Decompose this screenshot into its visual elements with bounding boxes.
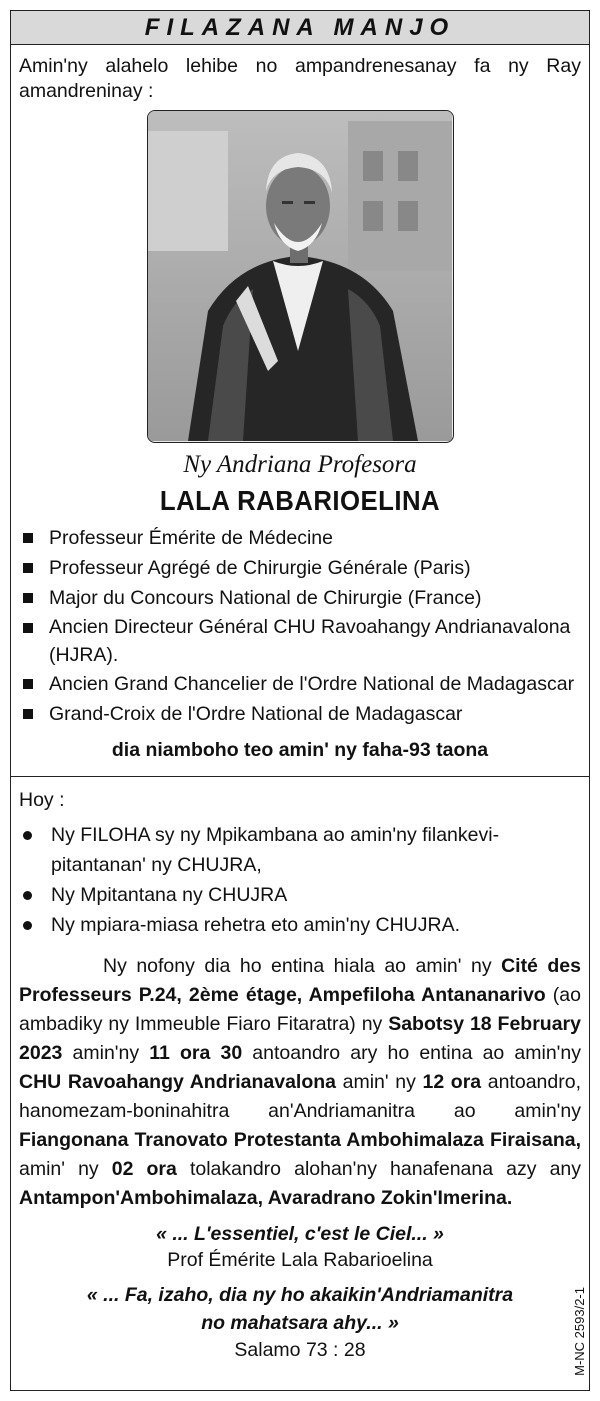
list-item: Ny FILOHA sy ny Mpikambana ao amin'ny filankevi-pitantanan' ny CHUJRA,	[21, 820, 581, 880]
portrait-illustration	[148, 111, 452, 441]
list-item: Ny Mpitantana ny CHUJRA	[21, 880, 581, 910]
mourners-list	[11, 820, 589, 940]
list-item: Ny mpiara-miasa rehetra eto amin'ny CHUJRA.	[21, 910, 581, 940]
list-item: Ancien Grand Chancelier de l'Ordre National de Madagascar	[21, 669, 583, 699]
round-bullet-icon	[23, 921, 32, 930]
age-line: dia niamboho teo amin' ny faha-93 taona	[111, 739, 489, 761]
psalm-quote-line-1: « ... Fa, izaho, dia ny ho akaikin'Andriamanitra	[86, 1284, 514, 1306]
list-item: Grand-Croix de l'Ordre National de Madagascar	[21, 699, 583, 729]
quote-author: Prof Émérite Lala Rabarioelina	[167, 1249, 433, 1271]
obituary-notice	[10, 10, 590, 1391]
list-item: Professeur Agrégé de Chirurgie Générale (Paris)	[21, 553, 583, 583]
honorific-title: Ny Andriana Profesora	[183, 451, 417, 478]
intro-text: Amin'ny alahelo lehibe no ampandrenesanay fa ny Ray amandreninay :	[19, 55, 581, 102]
funeral-details: Ny nofony dia ho entina hiala ao amin' ny Cité des Professeurs P.24, 2ème étage, Ampefiloha Antananarivo (ao ambadiky ny Immeuble Fiaro Fitaratra) ny Sabotsy 18 February 2023 amin'ny 11 ora 30 antoandro ary ho entina ao amin'ny CHU Ravoahangy Andrianavalona amin' ny 12 ora antoandro, hanomezam-boninahitra an'Andriamanitra ao amin'ny Fiangonana Tranovato Protestanta Ambohimalaza Firaisana, amin' ny 02 ora tolakandro alohan'ny hanafenana azy any Antampon'Ambohimalaza, Avaradrano Zokin'Imerina.	[19, 955, 582, 1209]
titles-list	[11, 523, 589, 729]
list-item: Ancien Directeur Général CHU Ravoahangy Andrianavalona (HJRA).	[21, 613, 583, 669]
notice-header	[11, 11, 589, 45]
psalm-reference: Salamo 73 : 28	[234, 1339, 366, 1361]
psalm-quote-line-2: no mahatsara ahy... »	[201, 1312, 399, 1334]
square-bullet-icon	[23, 679, 33, 689]
notice-reference-code: M-NC 2593/2-1	[572, 1287, 587, 1376]
list-item: Professeur Émérite de Médecine	[21, 523, 583, 553]
notice-title: FILAZANA MANJO	[144, 13, 456, 41]
portrait-photo	[147, 110, 454, 443]
round-bullet-icon	[23, 891, 32, 900]
deceased-name: LALA RABARIOELINA	[159, 485, 441, 516]
square-bullet-icon	[23, 533, 33, 543]
square-bullet-icon	[23, 623, 33, 633]
square-bullet-icon	[23, 563, 33, 573]
quotes-block	[11, 1221, 589, 1363]
list-item: Major du Concours National de Chirurgie (France)	[21, 583, 583, 613]
square-bullet-icon	[23, 593, 33, 603]
quote-essentiel: « ... L'essentiel, c'est le Ciel... »	[156, 1223, 444, 1245]
round-bullet-icon	[23, 831, 32, 840]
hoy-label: Hoy :	[19, 789, 65, 811]
square-bullet-icon	[23, 709, 33, 719]
